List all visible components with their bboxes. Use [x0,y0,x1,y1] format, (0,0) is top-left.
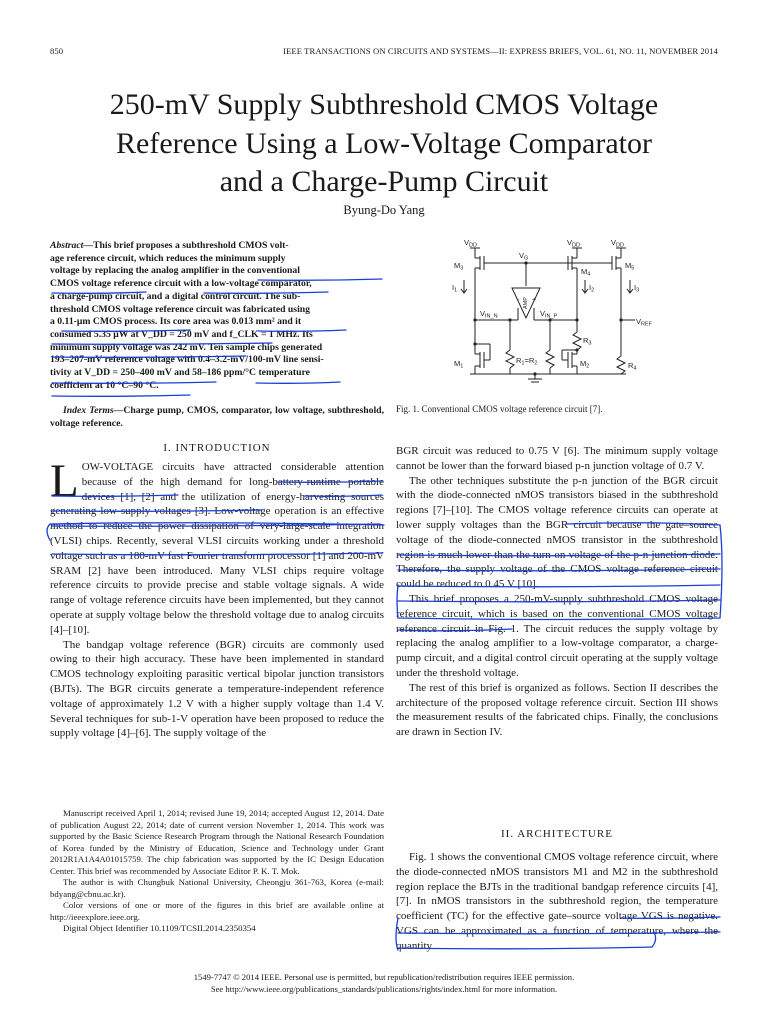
r1-r2-label: $R_1=R_2$ [516,356,538,367]
m2-label: $M_2$ [580,359,590,370]
abstract-line: voltage by replacing the analog amplifier in the conventional [50,265,300,277]
author-name: Byung-Do Yang [343,203,425,217]
amp-plus: + [532,297,537,304]
title-line-1: 250-mV Supply Subthreshold CMOS Voltage [109,88,659,121]
index-terms-label: Index Terms— [63,405,124,416]
architecture-paragraph: Fig. 1 shows the conventional CMOS voltage reference circuit, where the diode-connected nMOS transistors M1 and M2 in the subthreshold region replace the BJTs in the traditional bandgap reference circuits [4], [7]. In nMOS transistors in the subthreshold region, the temperature coefficient (TC) for the effective gate–source voltage VGS is negative. VGS can be approximated as a function of temperature, where the quantity [396,851,718,952]
m3-label: $M_3$ [454,261,464,272]
abstract-line: consumed 5.35 μW at V_DD = 250 mV and f_CLK = 1 MHz. Its [50,328,313,340]
abstract-line: threshold CMOS voltage reference circuit was fabricated using [50,303,311,315]
right-column-body [396,444,718,740]
right-paragraph-2: The other techniques substitute the p-n junction of the BGR circuit with the diode-connected nMOS transistors biased in the subthreshold regions [7]–[10]. The CMOS voltage reference circuits can operate at lower supply voltages than the BGR circuit because the gate–source voltage of the diode-connected nMOS transistor in the subthreshold region is much lower than the turn-on voltage of the p-n junction diode. Therefore, the supply voltage of the CMOS voltage reference circuit could be reduced to 0.45 V [10]. [396,474,718,591]
r3-label: $R_3$ [583,336,592,347]
intro-paragraph-1: OW-VOLTAGE circuits have attracted considerable attention because of the high demand for long-battery-runtime portable devices [1], [2] and the utilization of energy-harvesting sources generating low supply voltages [3]. Low-voltage operation is an effective method to reduce the power dissipation of very-large-scale integration (VLSI) chips. Recently, several VLSI circuits working under a threshold voltage such as a 180-mV fast Fourier transform processor [1] and 200-mV SRAM [2] have been introduced. Many VLSI chips require voltage reference circuits to provide precise and stable voltage signals. A wide range of voltage reference circuits have been implemented, but they cannot operate at supply voltage below the threshold voltage due to analog circuits [4]–[10]. [50,461,384,636]
abstract-line: a charge-pump circuit, and a digital control circuit. The sub- [50,290,301,302]
index-terms [50,405,384,430]
dropcap-letter: L [50,455,79,507]
title-line-2: Reference Using a Low-Voltage Comparator [116,126,652,160]
journal-header: IEEE TRANSACTIONS ON CIRCUITS AND SYSTEMS—II: EXPRESS BRIEFS, VOL. 61, NO. 11, NOVEMBER 2014 [283,46,718,56]
title-line-3: and a Charge-Pump Circuit [219,165,549,198]
abstract-line: coefficient at 10 °C–90 °C. [50,379,159,391]
section-heading-architecture: II. ARCHITECTURE [501,828,613,840]
m4-label: $M_4$ [581,267,591,278]
i1-label: $I_1$ [452,283,458,294]
abstract-line: CMOS voltage reference circuit with a low-voltage comparator, [50,278,312,290]
footnote-color: Color versions of one or more of the figures in this brief are available online at http://ieeexplore.ieee.org. [50,900,384,922]
r4-label: $R_4$ [628,361,637,372]
architecture-body [396,850,718,954]
vdd-label-2: $V_{DD}$ [567,238,580,249]
abstract-line: tivity at V_DD = 250–400 mV and 58–186 ppm/°C temperature [50,367,310,379]
left-column-body [50,455,384,741]
abstract-line: This brief proposes a subthreshold CMOS volt- [93,240,289,251]
right-paragraph-4: The rest of this brief is organized as follows. Section II describes the architecture of the proposed voltage reference circuit. Section III shows the measurement results of the fabricated chips. Finally, the conclusions are drawn in Section IV. [396,681,718,739]
copyright-notice [0,971,768,995]
page-number: 850 [50,46,64,56]
vdd-label-1: $V_{DD}$ [464,238,477,249]
abstract-label: Abstract— [50,240,94,251]
abstract-line: minimum supply voltage was 242 mV. Ten sample chips generated [50,341,323,353]
i3-label: $I_3$ [634,283,640,294]
footnote-doi: Digital Object Identifier 10.1109/TCSII.2014.2350354 [63,923,256,933]
vg-label: $V_G$ [519,251,529,262]
intro-paragraph-2: The bandgap voltage reference (BGR) circuits are commonly used owing to their high accuracy. These have been implemented in standard CMOS technology exploiting parasitic vertical bipolar junction transistors (BJTs). The BGR circuits generate a temperature-independent reference voltage of approximately 1.2 V with a higher supply voltage than 1.4 V. Several techniques for sub-1-V operation have been proposed to reduce the supply voltage [4]–[6]. The supply voltage of the [50,638,384,740]
copyright-line-2: See http://www.ieee.org/publications_standards/publications/rights/index.html for more information. [210,984,558,994]
vref-label: $V_{REF}$ [636,317,653,328]
abstract-line: a 0.11-μm CMOS process. Its core area was 0.013 mm² and it [50,316,302,328]
vin-p-label: $V_{IN\_P}$ [540,309,558,320]
copyright-line-1: 1549-7747 © 2014 IEEE. Personal use is permitted, but republication/redistribution requires IEEE permission. [193,972,575,982]
i2-label: $I_2$ [589,283,595,294]
index-terms-text: Charge pump, CMOS, comparator, low voltage, subthreshold, voltage reference. [50,405,384,429]
amp-label: AMP [523,297,529,309]
vin-n-label: $V_{IN\_N}$ [480,309,498,320]
footnote [50,808,384,935]
vdd-label-3: $V_{DD}$ [611,238,624,249]
annotation-underline [52,395,190,396]
abstract [50,240,384,392]
amp-minus: - [517,297,520,304]
m5-label: $M_5$ [625,261,635,272]
abstract-line: 193–207-mV reference voltage with 0.4–3.2-mV/100-mV line sensi- [50,354,324,366]
paper-title [50,86,718,202]
footnote-manuscript: Manuscript received April 1, 2014; revised June 19, 2014; accepted August 12, 2014. Date of publication August 22, 2014; date of current version November 1, 2014. This work was supported by the Basic Science Research Program through the National Research Foundation of Korea funded by the Ministry of Education, Science and Technology under Grant 2012R1A1A4A01015759. The chip fabrication was supported by the IC Design Education Center. This brief was recommended by Associate Editor P. K. T. Mok. [50,808,384,876]
footnote-author: The author is with Chungbuk National University, Cheongju 361-763, Korea (e-mail: bdyang@cbnu.ac.kr). [50,877,384,899]
circuit-figure [440,236,672,386]
m1-label: $M_1$ [454,359,464,370]
abstract-line: age reference circuit, which reduces the minimum supply [50,252,286,264]
right-paragraph-3: This brief proposes a 250-mV-supply subthreshold CMOS voltage reference circuit, which is based on the conventional CMOS voltage reference circuit in Fig. 1. The circuit reduces the supply voltage by replacing the analog amplifier to a low-voltage comparator, a charge-pump circuit, and a digital control circuit operating at the supply voltage under the threshold voltage. [396,592,718,679]
right-paragraph-1: BGR circuit was reduced to 0.75 V [6]. The minimum supply voltage cannot be lower than the forward biased p-n junction voltage of 0.7 V. [396,445,718,472]
section-heading-introduction: I. INTRODUCTION [163,442,271,454]
figure-caption: Fig. 1. Conventional CMOS voltage reference circuit [7]. [396,404,603,414]
